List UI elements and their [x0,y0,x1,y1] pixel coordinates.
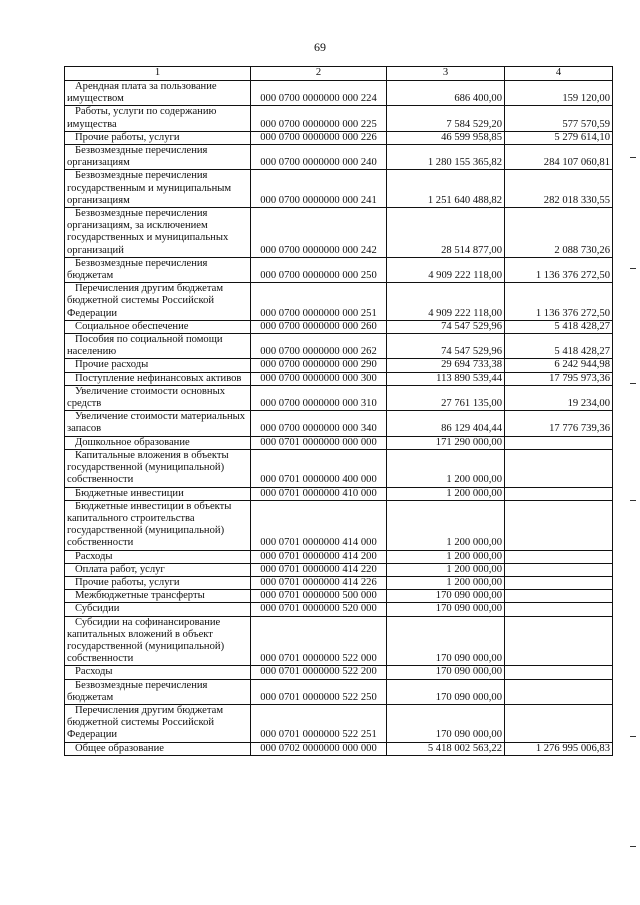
row-name-cell: Межбюджетные трансферты [65,590,251,603]
row-code-cell: 000 0701 0000000 520 000 [251,603,387,616]
column-header: 4 [505,67,613,81]
row-name-cell: Увеличение стоимости основных средств [65,385,251,410]
row-col3-cell: 686 400,00 [387,81,505,106]
row-col3-cell: 171 290 000,00 [387,436,505,449]
row-col3-cell: 27 761 135,00 [387,385,505,410]
row-name-cell: Субсидии [65,603,251,616]
row-code-cell: 000 0700 0000000 000 340 [251,411,387,436]
row-code-cell: 000 0700 0000000 000 242 [251,208,387,258]
table-row [65,487,613,500]
row-col4-cell: 5 418 428,27 [505,334,613,359]
margin-mark [630,383,636,384]
row-col4-cell: 577 570,59 [505,106,613,131]
row-col4-cell [505,590,613,603]
row-col4-cell: 19 234,00 [505,385,613,410]
table-row [65,106,613,131]
row-col4-cell: 282 018 330,55 [505,170,613,208]
row-col3-cell: 1 200 000,00 [387,550,505,563]
row-col3-cell: 7 584 529,20 [387,106,505,131]
row-col3-cell: 1 200 000,00 [387,500,505,550]
table-row [65,563,613,576]
margin-mark [630,500,636,501]
row-col4-cell: 1 136 376 272,50 [505,283,613,321]
row-col3-cell: 1 200 000,00 [387,449,505,487]
row-code-cell: 000 0701 0000000 400 000 [251,449,387,487]
row-col4-cell [505,704,613,742]
row-name-cell: Оплата работ, услуг [65,563,251,576]
row-col3-cell: 74 547 529,96 [387,320,505,333]
table-row [65,603,613,616]
column-header: 2 [251,67,387,81]
margin-mark [630,846,636,847]
row-code-cell: 000 0701 0000000 522 200 [251,666,387,679]
table-row [65,283,613,321]
row-col3-cell: 1 200 000,00 [387,487,505,500]
table-row [65,334,613,359]
row-col4-cell: 1 276 995 006,83 [505,742,613,755]
row-name-cell: Безвозмездные перечисления бюджетам [65,679,251,704]
row-name-cell: Общее образование [65,742,251,755]
row-col3-cell: 1 200 000,00 [387,563,505,576]
row-col4-cell [505,550,613,563]
table-row [65,359,613,372]
row-code-cell: 000 0700 0000000 000 241 [251,170,387,208]
row-name-cell: Безвозмездные перечисления организациям [65,145,251,170]
row-code-cell: 000 0700 0000000 000 226 [251,131,387,144]
table-row [65,320,613,333]
row-code-cell: 000 0700 0000000 000 310 [251,385,387,410]
row-col4-cell: 5 279 614,10 [505,131,613,144]
row-col4-cell [505,500,613,550]
row-code-cell: 000 0701 0000000 500 000 [251,590,387,603]
row-name-cell: Бюджетные инвестиции [65,487,251,500]
row-col3-cell: 1 200 000,00 [387,576,505,589]
row-code-cell: 000 0700 0000000 000 251 [251,283,387,321]
row-col3-cell: 170 090 000,00 [387,616,505,666]
row-name-cell: Расходы [65,550,251,563]
table-row [65,616,613,666]
row-name-cell: Безвозмездные перечисления государственным и муниципальным организациям [65,170,251,208]
row-name-cell: Расходы [65,666,251,679]
table-row [65,436,613,449]
row-name-cell: Увеличение стоимости материальных запасов [65,411,251,436]
row-code-cell: 000 0700 0000000 000 300 [251,372,387,385]
row-col3-cell: 170 090 000,00 [387,704,505,742]
row-code-cell: 000 0701 0000000 522 000 [251,616,387,666]
row-col4-cell: 17 795 973,36 [505,372,613,385]
page-number: 69 [314,40,326,54]
row-col4-cell [505,576,613,589]
row-code-cell: 000 0700 0000000 000 250 [251,257,387,282]
row-col4-cell: 2 088 730,26 [505,208,613,258]
table-row [65,500,613,550]
row-code-cell: 000 0701 0000000 414 220 [251,563,387,576]
table-row [65,742,613,755]
row-col3-cell: 29 694 733,38 [387,359,505,372]
table-row [65,704,613,742]
row-name-cell: Прочие работы, услуги [65,576,251,589]
row-col3-cell: 5 418 002 563,22 [387,742,505,755]
table-row [65,170,613,208]
row-col4-cell: 284 107 060,81 [505,145,613,170]
row-name-cell: Безвозмездные перечисления бюджетам [65,257,251,282]
table-row [65,372,613,385]
row-code-cell: 000 0701 0000000 414 200 [251,550,387,563]
margin-mark [630,268,636,269]
row-code-cell: 000 0700 0000000 000 260 [251,320,387,333]
table-row [65,81,613,106]
row-name-cell: Дошкольное образование [65,436,251,449]
row-name-cell: Перечисления другим бюджетам бюджетной системы Российской Федерации [65,283,251,321]
row-col4-cell: 5 418 428,27 [505,320,613,333]
table-row [65,208,613,258]
row-code-cell: 000 0701 0000000 414 000 [251,500,387,550]
row-code-cell: 000 0701 0000000 000 000 [251,436,387,449]
row-col4-cell [505,666,613,679]
row-col4-cell: 17 776 739,36 [505,411,613,436]
table-row [65,449,613,487]
table-header-row [65,67,613,81]
table-row [65,385,613,410]
row-code-cell: 000 0701 0000000 410 000 [251,487,387,500]
row-code-cell: 000 0701 0000000 414 226 [251,576,387,589]
row-name-cell: Арендная плата за пользование имуществом [65,81,251,106]
table-row [65,576,613,589]
table-row [65,590,613,603]
row-name-cell: Социальное обеспечение [65,320,251,333]
row-col4-cell [505,449,613,487]
row-col4-cell: 6 242 944,98 [505,359,613,372]
row-code-cell: 000 0700 0000000 000 225 [251,106,387,131]
row-name-cell: Поступление нефинансовых активов [65,372,251,385]
table-row [65,131,613,144]
row-name-cell: Перечисления другим бюджетам бюджетной системы Российской Федерации [65,704,251,742]
row-code-cell: 000 0701 0000000 522 251 [251,704,387,742]
row-code-cell: 000 0702 0000000 000 000 [251,742,387,755]
row-col3-cell: 170 090 000,00 [387,590,505,603]
row-name-cell: Пособия по социальной помощи населению [65,334,251,359]
row-name-cell: Безвозмездные перечисления организациям, за исключением государственных и муниципальных организаций [65,208,251,258]
row-col3-cell: 4 909 222 118,00 [387,257,505,282]
row-col4-cell: 1 136 376 272,50 [505,257,613,282]
row-name-cell: Прочие работы, услуги [65,131,251,144]
row-col3-cell: 1 280 155 365,82 [387,145,505,170]
table-row [65,666,613,679]
row-col3-cell: 46 599 958,85 [387,131,505,144]
row-code-cell: 000 0700 0000000 000 290 [251,359,387,372]
row-col3-cell: 74 547 529,96 [387,334,505,359]
row-col3-cell: 170 090 000,00 [387,666,505,679]
table-row [65,257,613,282]
row-col4-cell [505,487,613,500]
row-col3-cell: 170 090 000,00 [387,603,505,616]
row-col3-cell: 86 129 404,44 [387,411,505,436]
row-col4-cell [505,616,613,666]
table-row [65,679,613,704]
row-col3-cell: 1 251 640 488,82 [387,170,505,208]
row-col3-cell: 4 909 222 118,00 [387,283,505,321]
budget-table [64,66,613,756]
row-col3-cell: 113 890 539,44 [387,372,505,385]
row-code-cell: 000 0700 0000000 000 240 [251,145,387,170]
table-row [65,550,613,563]
column-header: 3 [387,67,505,81]
row-name-cell: Прочие расходы [65,359,251,372]
row-col3-cell: 28 514 877,00 [387,208,505,258]
row-col4-cell: 159 120,00 [505,81,613,106]
table-row [65,145,613,170]
row-code-cell: 000 0701 0000000 522 250 [251,679,387,704]
row-col4-cell [505,436,613,449]
margin-mark [630,736,636,737]
row-code-cell: 000 0700 0000000 000 224 [251,81,387,106]
row-code-cell: 000 0700 0000000 000 262 [251,334,387,359]
row-name-cell: Субсидии на софинансирование капитальных вложений в объект государственной (муниципальной) собственности [65,616,251,666]
column-header: 1 [65,67,251,81]
row-col4-cell [505,603,613,616]
row-col4-cell [505,679,613,704]
row-name-cell: Капитальные вложения в объекты государственной (муниципальной) собственности [65,449,251,487]
table-row [65,411,613,436]
margin-mark [630,157,636,158]
row-col3-cell: 170 090 000,00 [387,679,505,704]
row-name-cell: Бюджетные инвестиции в объекты капитального строительства государственной (муниципальной) собственности [65,500,251,550]
row-name-cell: Работы, услуги по содержанию имущества [65,106,251,131]
row-col4-cell [505,563,613,576]
